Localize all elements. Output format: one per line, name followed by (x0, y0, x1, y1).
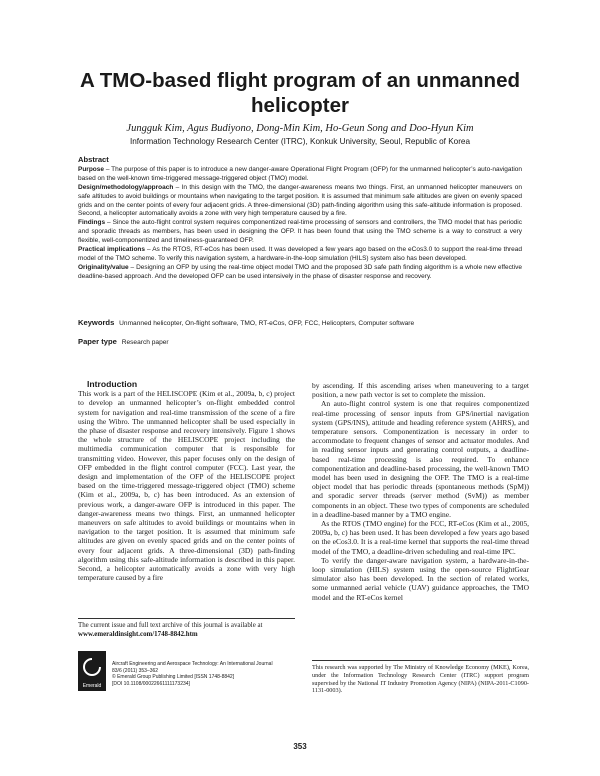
purpose-label: Purpose (78, 165, 105, 173)
paper-type-line (78, 337, 522, 346)
findings-label: Findings (78, 219, 106, 227)
keywords-label: Keywords (78, 318, 115, 327)
originality-label: Originality/value (78, 263, 129, 271)
author-list: Jungguk Kim, Agus Budiyono, Dong-Min Kim, Ho-Geun Song and Doo-Hyun Kim (126, 123, 474, 134)
purpose-text: – The purpose of this paper is to introduce a new danger-aware Operational Flight Program (OFP) for the unmanned helicopter’s auto-navigation based on the well-known time-triggered message-triggered object (TMO) model. (78, 165, 522, 182)
right-paragraph-4: To verify the danger-aware navigation system, a hardware-in-the-loop simulation (HILS) system using the open-source FlightGear simulator also has been developed. In the section of related works, some unmanned aerial vehicle (UAV) guidance approaches, the TMO model and the RT-eCos kernel (312, 555, 529, 602)
abstract-practical (78, 246, 522, 264)
abstract-originality (78, 264, 522, 282)
left-column (78, 380, 295, 582)
design-text: – In this design with the TMO, the danger-awareness means two things. First, an unmanned helicopter maneuvers on safe altitudes to avoid buildings or mountains when navigating to the target position. It is assumed that minimum safe altitudes are given on evenly spaced grids and on the center points of every four adjacent grids. A three-dimensional (3D) path-finding algorithm using this safe-altitude information is proposed. Second, a helicopter automatically avoids a zone with very high temperature caused by a fire. (78, 183, 522, 218)
right-paragraph-3: As the RTOS (TMO engine) for the FCC, RT-eCos (Kim et al., 2005, 2009a, b, c) has been used. It has been developed a few years ago based on the eCos3.0. It is a real-time kernel that supports the real-time thread model of the TMO, a deadline-driven scheduling and real-time IPC. (312, 519, 529, 556)
publication-info (112, 661, 297, 687)
originality-text: – Designing an OFP by using the real-time object model TMO and the proposed 3D safe path finding algorithm is a whole new effective deadline-based approach. And the developed OFP can be used intensively in the phase of disaster response and recovery. (78, 263, 522, 280)
funding-rule (312, 660, 512, 661)
pub-line-copyright: © Emerald Group Publishing Limited [ISSN 1748-8842] (112, 674, 235, 681)
practical-label: Practical implications (78, 246, 146, 254)
right-paragraph-2: An auto-flight control system is one that requires componentized real-time processing of sensor inputs from GPS/inertial navigation system (GPS/INS), attitude and heading reference system (AHRS), and temperature sensors. Componentization is necessary in order to accommodate to frequent changes of sensor and actuator modules. And in reading sensor inputs and generating control outputs, a deadline-based real-time processing is also required. To enhance componentization and deadline-based processing, the well-known TMO model has been used in designing the OFP. The TMO is a real-time object model that has periodic threads (spontaneous methods (SpM)) and sporadic server threads (server method (SvM)) as member components in an object. These two types of components are scheduled in a deadline-based manner by a TMO engine. (312, 399, 529, 519)
pub-line-volume: 83/6 (2011) 353–362 (112, 667, 159, 674)
page-number: 353 (293, 742, 307, 751)
pub-line-journal: Aircraft Engineering and Aerospace Technology: An International Journal (112, 661, 273, 667)
abstract-block (78, 156, 522, 282)
practical-text: – As the RTOS, RT-eCos has been used. It was developed a few years ago based on the eCos3.0 to support the real-time thread model of the TMO scheme. To verify this navigation system, a hardware-in-the-loop simulation (HILS) system also has been developed. (78, 246, 523, 262)
introduction-heading: Introduction (87, 379, 138, 389)
abstract-design (78, 184, 522, 220)
paper-type-text: Research paper (121, 339, 169, 346)
logo-wordmark: Emerald (82, 683, 102, 689)
emerald-logo-icon (78, 651, 106, 691)
design-label: Design/methodology/approach (78, 183, 174, 191)
paper-type-label: Paper type (78, 337, 117, 346)
journal-note (78, 618, 295, 640)
findings-text: – Since the auto-flight control system requires componentized real-time processing of sensors and controllers, the TMO model that has periodic and sporadic threads as members, has been used in designing the OFP. It has been found that using the TMO scheme is a way to construct a very flexible, well-componentized and timeliness-guaranteed OFP. (78, 219, 522, 245)
keywords-line (78, 318, 522, 327)
intro-paragraph-1: This work is a part of the HELISCOPE (Kim et al., 2009a, b, c) project to develop an unmanned helicopter’s on-flight embedded control system for navigation and real-time transmission of the scene of a fire using the Wibro. The unmanned helicopter shall be used especially in the phase of disaster response and recovery intensively. Figure 1 shows the whole structure of the HELISCOPE project including the multimedia communication computer that is responsible for transmitting video. However, this paper focuses only on the design of OFP embedded in the flight control computer (FCC). Last year, the design and implementation of the OFP of the HELISCOPE project based on the time-triggered message-triggered object (TMO) scheme (Kim et al., 2009a, b, c) has been introduced. As an extension of previous work, a danger-aware OFP is introduced in this paper. The danger-awareness means two things. First, an unmanned helicopter maneuvers on safe altitudes to avoid buildings or mountains when in navigation to the target position. It is assumed that minimum safe altitudes are given on evenly spaced grids and on the center points of every four adjacent grids. A three-dimensional (3D) path-finding algorithm using this safe-altitude information is described in this paper. Second, a helicopter automatically avoids a zone with very high temperature caused by a fire (78, 389, 295, 583)
journal-note-rule (78, 618, 295, 619)
funding-footnote (312, 660, 529, 695)
abstract-purpose (78, 166, 522, 184)
paper-title: A TMO-based flight program of an unmanned helicopter (80, 69, 520, 117)
journal-note-text: The current issue and full text archive of this journal is available at (78, 622, 263, 629)
right-paragraph-1: by ascending. If this ascending arises when maneuvering to a target position, a new path vector is set to complete the mission. (312, 381, 529, 400)
journal-url[interactable]: www.emeraldinsight.com/1748-8842.htm (78, 630, 198, 638)
keywords-text: Unmanned helicopter, On-flight software, TMO, RT-eCos, OFP, FCC, Helicopters, Computer software (119, 320, 415, 327)
abstract-heading: Abstract (78, 155, 109, 164)
right-column (312, 381, 529, 602)
emerald-logo (78, 651, 106, 691)
abstract-findings (78, 219, 522, 246)
affiliation: Information Technology Research Center (ITRC), Konkuk University, Seoul, Republic of Korea (129, 137, 471, 146)
funding-text: This research was supported by The Ministry of Knowledge Economy (MKE), Korea, under the Information Technology Research Center (ITRC) support program supervised by the National IT Industry Promotion Agency (NIPA) (NIPA-2011-C1090-1131-0003). (312, 664, 529, 695)
pub-line-doi: [DOI 10.1108/00022661111173234] (112, 680, 190, 687)
